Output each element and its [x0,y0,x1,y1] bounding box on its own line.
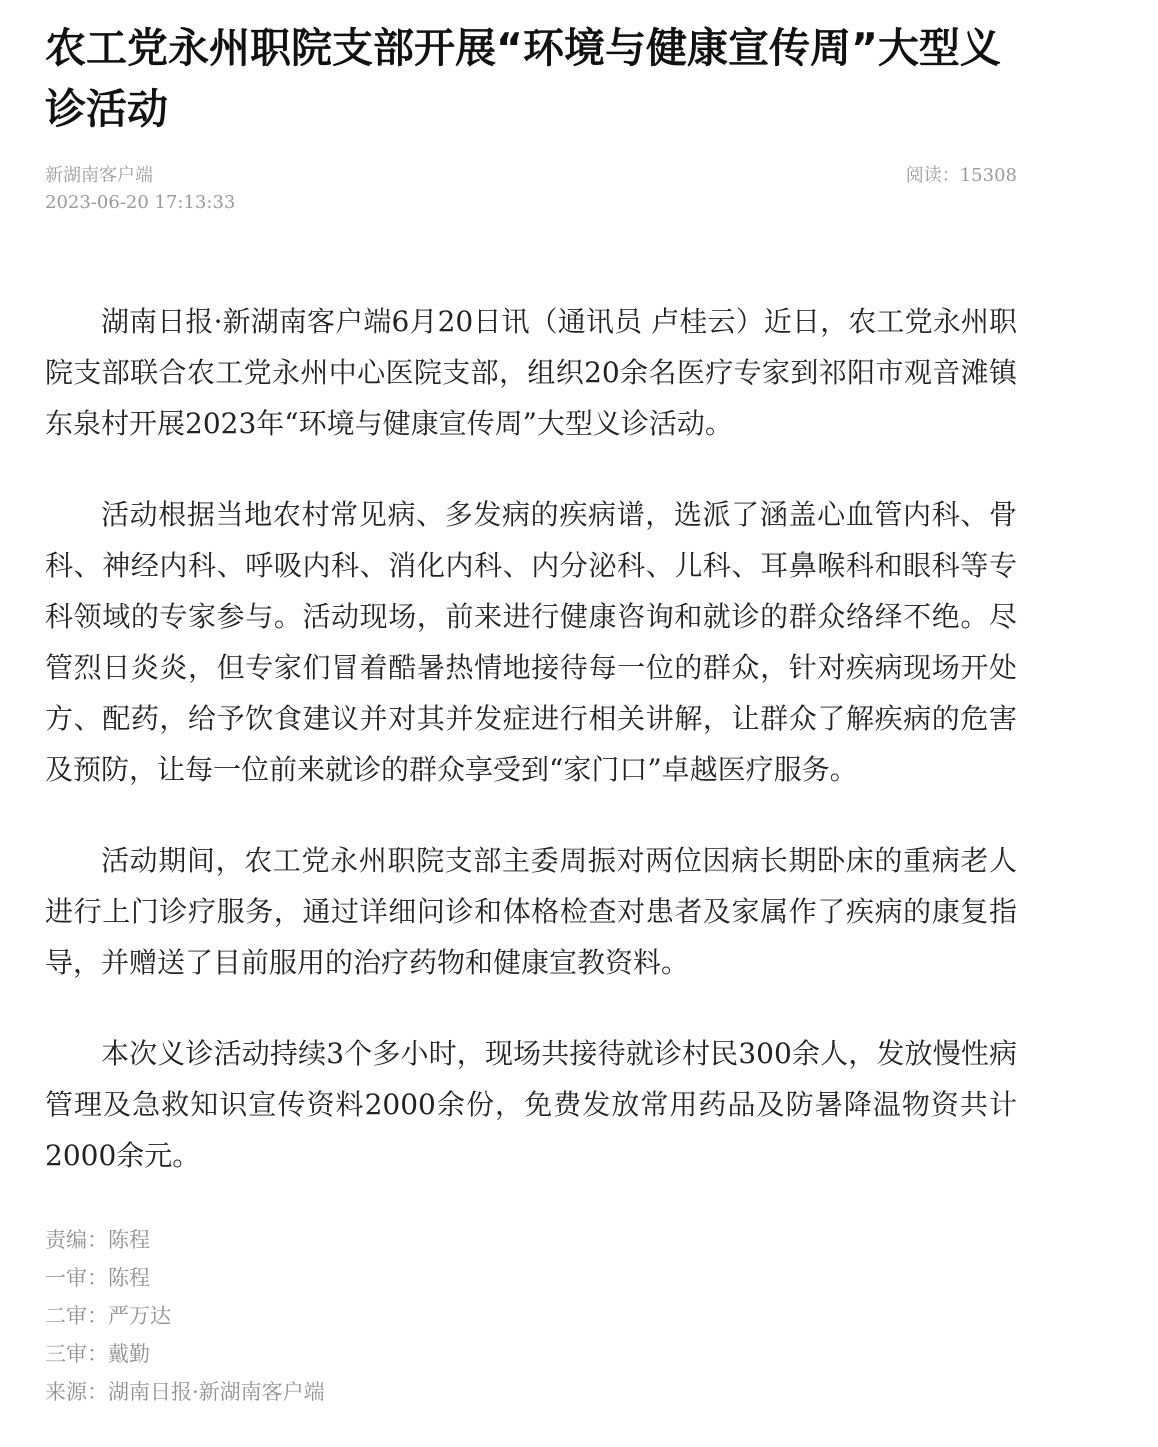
article-paragraph: 活动根据当地农村常见病、多发病的疾病谱，选派了涵盖心血管内科、骨科、神经内科、呼吸内科、消化内科、内分泌科、儿科、耳鼻喉科和眼科等专科领域的专家参与。活动现场，前来进行健康咨询和就诊的群众络绎不绝。尽管烈日炎炎，但专家们冒着酷暑热情地接待每一位的群众，针对疾病现场开处方、配药，给予饮食建议并对其并发症进行相关讲解，让群众了解疾病的危害及预防，让每一位前来就诊的群众享受到“家门口”卓越医疗服务。 [45,498,1017,786]
article-credits [45,1221,1017,1411]
credit-editor: 责编：陈程 [45,1228,150,1252]
article-paragraph: 本次义诊活动持续3个多小时，现场共接待就诊村民300余人，发放慢性病管理及急救知识宣传资料2000余份，免费发放常用药品及防暑降温物资共计2000余元。 [45,1037,1017,1172]
credit-third-review: 三审：戴勤 [45,1342,150,1366]
article-datetime: 2023-06-20 17:13:33 [45,192,236,213]
article-meta [45,162,1017,216]
article-paragraph: 活动期间，农工党永州职院支部主委周振对两位因病长期卧床的重病老人进行上门诊疗服务，通过详细问诊和体格检查对患者及家属作了疾病的康复指导，并赠送了目前服用的治疗药物和健康宣教资料。 [45,844,1017,979]
credit-source: 来源：湖南日报·新湖南客户端 [45,1380,325,1404]
credit-second-review: 二审：严万达 [45,1304,171,1328]
read-count: 阅读：15308 [905,165,1017,186]
credit-first-review: 一审：陈程 [45,1266,150,1290]
article-source: 新湖南客户端 [45,165,153,186]
article-paragraph: 湖南日报·新湖南客户端6月20日讯（通讯员 卢桂云）近日，农工党永州职院支部联合农工党永州中心医院支部，组织20余名医疗专家到祁阳市观音滩镇东泉村开展2023年“环境与健康宣传周”大型义诊活动。 [45,305,1017,440]
article [45,0,1017,1411]
article-title: 农工党永州职院支部开展“环境与健康宣传周”大型义诊活动 [45,24,1001,133]
article-body [45,296,1017,1181]
